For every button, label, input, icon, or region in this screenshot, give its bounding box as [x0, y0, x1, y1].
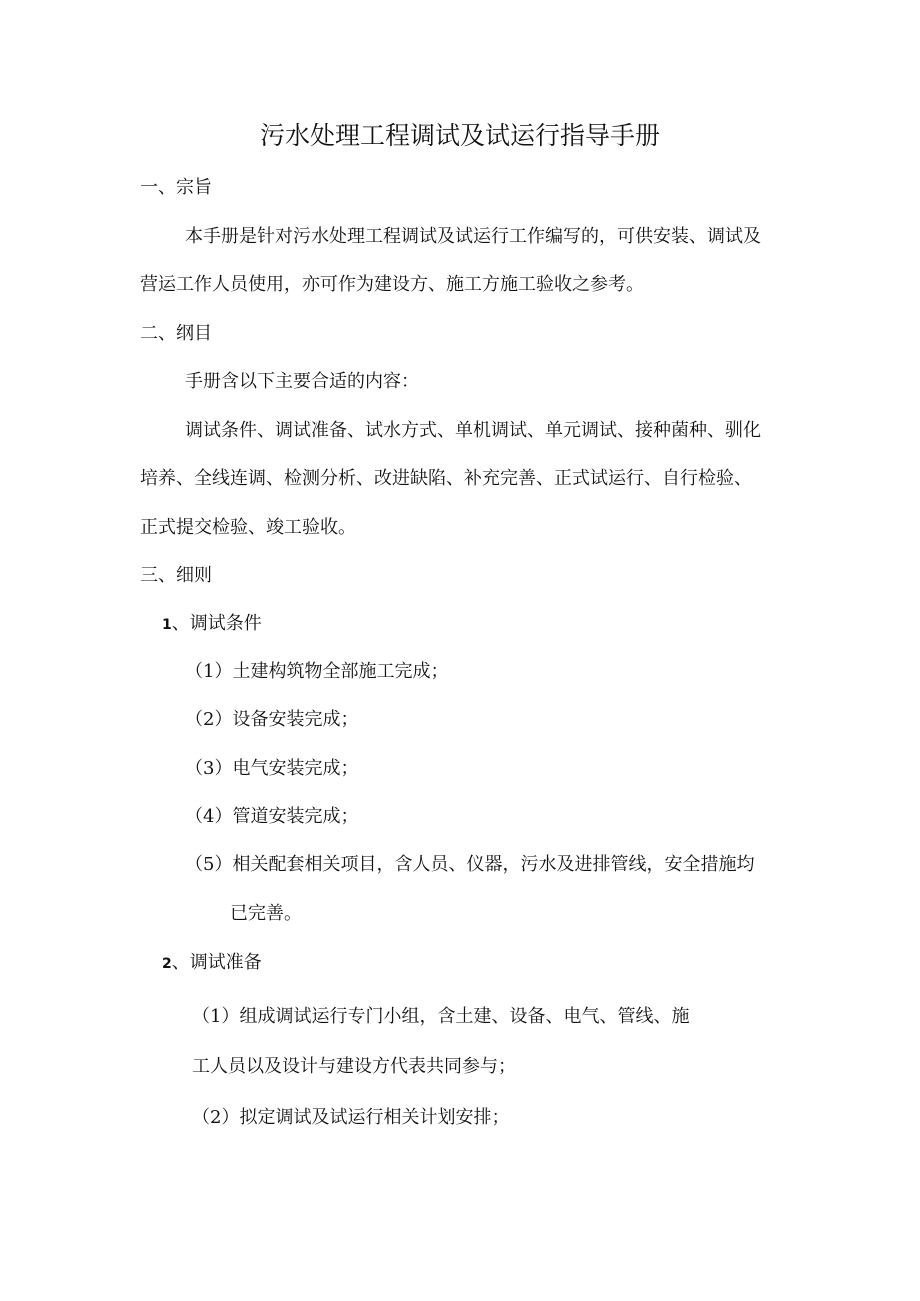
page-title: 污水处理工程调试及试运行指导手册	[259, 121, 660, 150]
subsection-number: 2	[162, 956, 172, 972]
paragraph-line: 调试条件、调试准备、试水方式、单机调试、单元调试、接种菌种、驯化	[185, 420, 761, 441]
subsection-heading	[162, 951, 262, 976]
subsection-heading	[162, 612, 262, 637]
section-heading: 一、宗旨	[140, 177, 212, 198]
paragraph-line: 手册含以下主要合适的内容：	[185, 371, 419, 392]
list-item-continuation: 已完善。	[230, 903, 302, 924]
list-item: （2）设备安装完成；	[185, 709, 359, 730]
subsection-title: 、调试条件	[171, 613, 262, 634]
list-item: （2）拟定调试及试运行相关计划安排；	[192, 1107, 510, 1128]
paragraph-line: 营运工作人员使用，亦可作为建设方、施工方施工验收之参考。	[140, 274, 644, 295]
list-item: （1）组成调试运行专门小组，含土建、设备、电气、管线、施	[192, 1006, 690, 1027]
section-heading: 三、细则	[140, 565, 212, 586]
paragraph-line: 培养、全线连调、检测分析、改进缺陷、补充完善、正式试运行、自行检验、	[140, 468, 752, 489]
subsection-number: 1	[162, 617, 172, 633]
paragraph-line: 本手册是针对污水处理工程调试及试运行工作编写的，可供安装、调试及	[185, 226, 761, 247]
paragraph-line: 正式提交检验、竣工验收。	[140, 517, 356, 538]
list-item-continuation: 工人员以及设计与建设方代表共同参与；	[192, 1056, 516, 1077]
list-item: （5）相关配套相关项目，含人员、仪器，污水及进排管线，安全措施均	[185, 854, 755, 875]
list-item: （4）管道安装完成；	[185, 806, 359, 827]
subsection-title: 、调试准备	[171, 952, 262, 973]
list-item: （3）电气安装完成；	[185, 758, 359, 779]
list-item: （1）土建构筑物全部施工完成；	[185, 661, 449, 682]
section-heading: 二、纲目	[140, 323, 212, 344]
